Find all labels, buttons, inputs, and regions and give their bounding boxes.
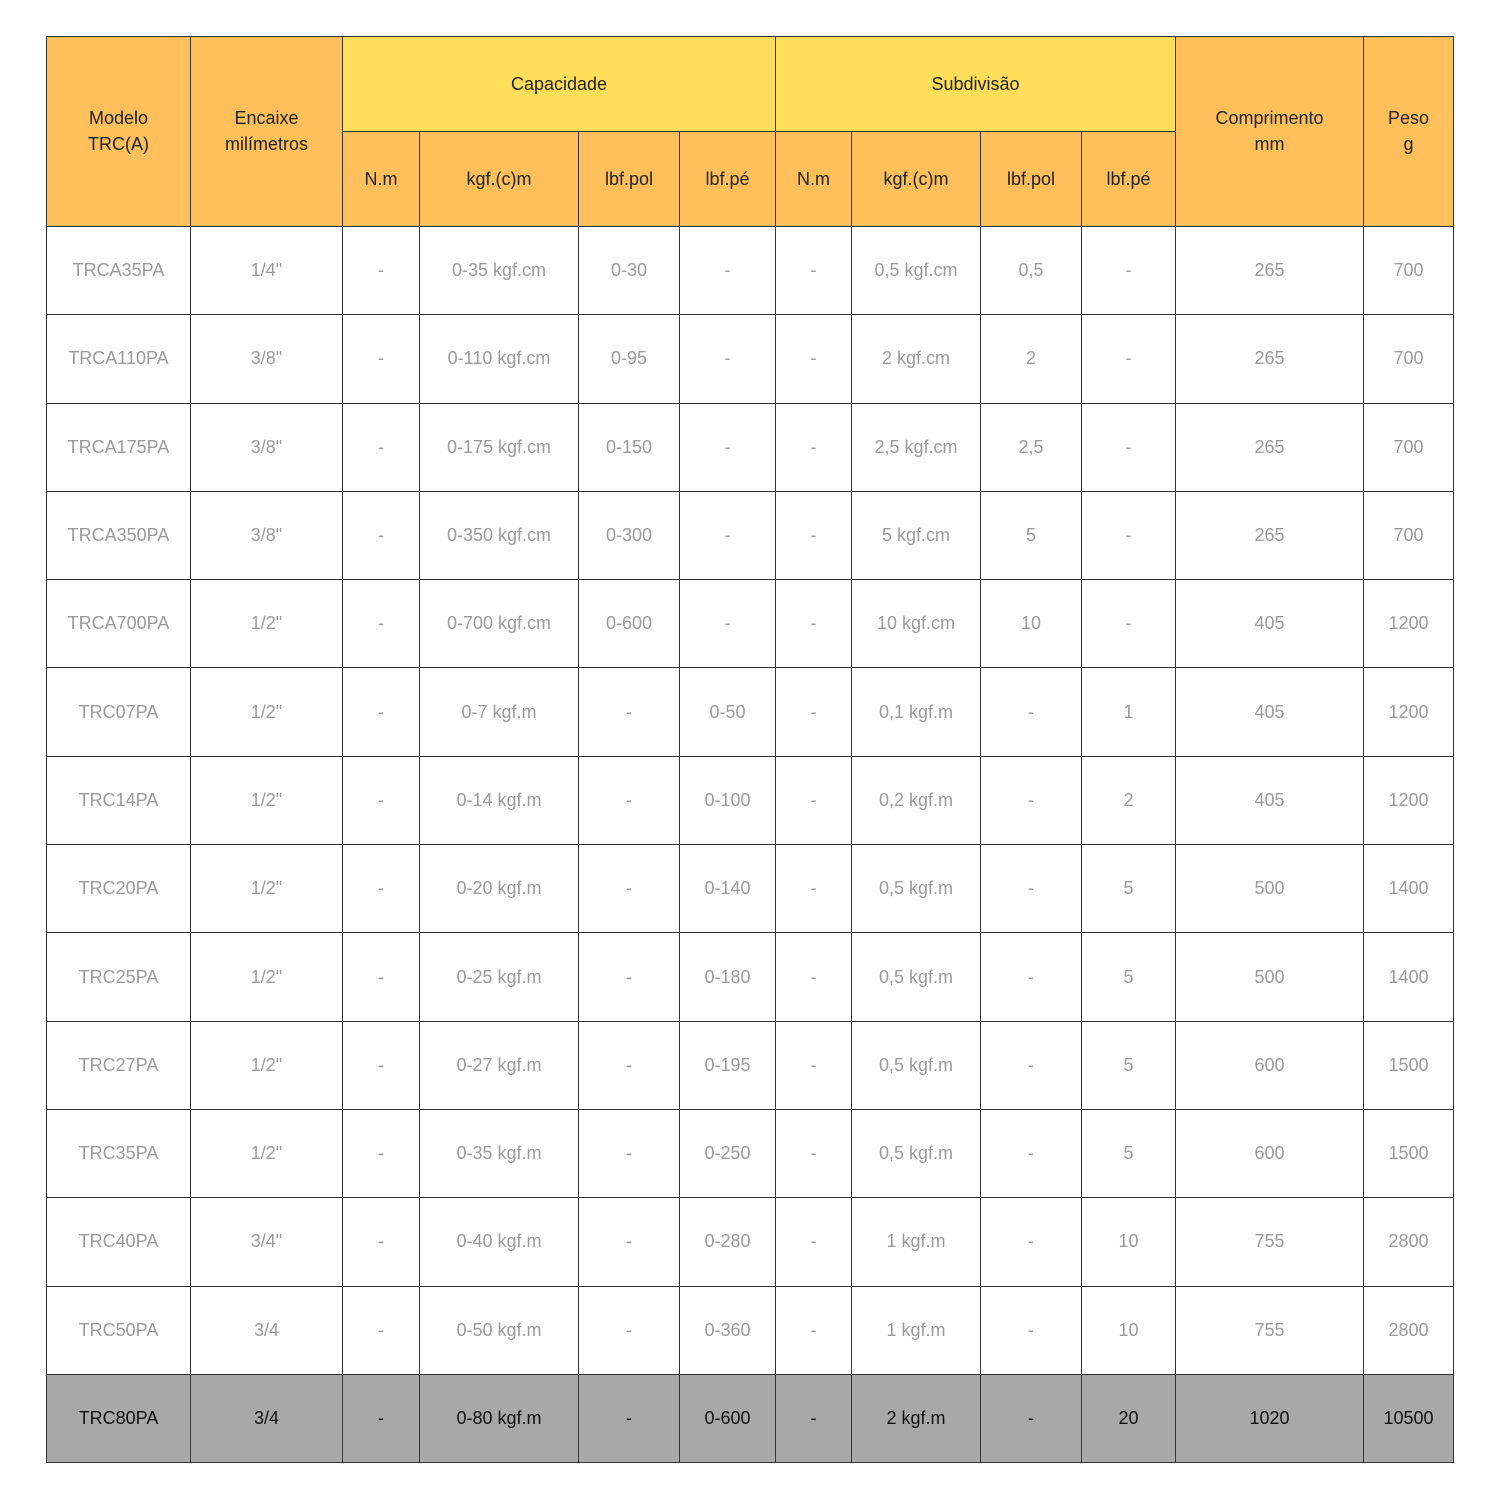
table-cell: 2,5 kgf.cm: [852, 403, 981, 491]
header-sub-unit: N.m: [776, 132, 852, 227]
table-cell: 2 kgf.cm: [852, 315, 981, 403]
table-cell: -: [981, 1198, 1082, 1286]
table-cell: TRC25PA: [47, 933, 191, 1021]
table-cell: 5: [1082, 1109, 1176, 1197]
table-cell: TRCA110PA: [47, 315, 191, 403]
header-modelo: Modelo TRC(A): [47, 37, 191, 227]
table-cell: 0-27 kgf.m: [420, 1021, 579, 1109]
table-cell: 1 kgf.m: [852, 1286, 981, 1374]
table-cell: 0-180: [680, 933, 776, 1021]
table-cell: 10: [1082, 1286, 1176, 1374]
table-cell: -: [776, 580, 852, 668]
table-cell: 500: [1176, 845, 1364, 933]
table-cell: 0,5 kgf.m: [852, 1021, 981, 1109]
table-row: [47, 491, 1454, 579]
header-sub-unit: lbf.pé: [1082, 132, 1176, 227]
table-cell: 2800: [1364, 1286, 1454, 1374]
table-cell: -: [1082, 491, 1176, 579]
table-cell: 0-110 kgf.cm: [420, 315, 579, 403]
table-cell: -: [680, 491, 776, 579]
table-cell: TRCA350PA: [47, 491, 191, 579]
table-cell: 1200: [1364, 756, 1454, 844]
table-row: [47, 580, 1454, 668]
table-cell: 0-700 kgf.cm: [420, 580, 579, 668]
table-cell: 5 kgf.cm: [852, 491, 981, 579]
table-row: [47, 933, 1454, 1021]
table-cell: -: [776, 1374, 852, 1462]
table-cell: 0-140: [680, 845, 776, 933]
table-cell: 2,5: [981, 403, 1082, 491]
table-cell: 5: [981, 491, 1082, 579]
table-cell: 3/4: [191, 1374, 343, 1462]
table-cell: 0-35 kgf.cm: [420, 227, 579, 315]
table-cell: -: [981, 668, 1082, 756]
table-cell: 10 kgf.cm: [852, 580, 981, 668]
table-cell: -: [579, 668, 680, 756]
table-cell: 1/2": [191, 845, 343, 933]
table-cell: -: [343, 756, 420, 844]
table-cell: 0-80 kgf.m: [420, 1374, 579, 1462]
table-cell: 700: [1364, 491, 1454, 579]
table-cell: 755: [1176, 1286, 1364, 1374]
table-row: [47, 845, 1454, 933]
table-cell: 0,5: [981, 227, 1082, 315]
table-cell: -: [343, 403, 420, 491]
table-row: [47, 315, 1454, 403]
table-cell: -: [680, 580, 776, 668]
table-cell: 1/2": [191, 756, 343, 844]
table-cell: 755: [1176, 1198, 1364, 1286]
table-cell: 700: [1364, 227, 1454, 315]
table-cell: 3/4": [191, 1198, 343, 1286]
table-cell: -: [776, 845, 852, 933]
table-cell: 0-30: [579, 227, 680, 315]
table-cell: TRC27PA: [47, 1021, 191, 1109]
table-cell: -: [776, 1198, 852, 1286]
table-cell: 700: [1364, 315, 1454, 403]
table-cell: 1020: [1176, 1374, 1364, 1462]
table-cell: 1500: [1364, 1109, 1454, 1197]
table-cell: -: [343, 1198, 420, 1286]
table-cell: -: [776, 668, 852, 756]
table-cell: -: [776, 756, 852, 844]
table-cell: -: [343, 227, 420, 315]
table-cell: -: [981, 1374, 1082, 1462]
table-cell: 0-300: [579, 491, 680, 579]
table-body: [47, 227, 1454, 1463]
table-cell: 0-600: [579, 580, 680, 668]
table-cell: 0-600: [680, 1374, 776, 1462]
table-cell: 700: [1364, 403, 1454, 491]
table-cell: 0,2 kgf.m: [852, 756, 981, 844]
table-cell: -: [981, 1109, 1082, 1197]
table-row: [47, 1198, 1454, 1286]
table-cell: 3/8": [191, 315, 343, 403]
table-cell: TRCA175PA: [47, 403, 191, 491]
table-cell: 0-150: [579, 403, 680, 491]
table-cell: 1/2": [191, 1109, 343, 1197]
table-cell: -: [776, 315, 852, 403]
table-cell: 1/2": [191, 933, 343, 1021]
header-subdivisao: Subdivisão: [776, 37, 1176, 132]
table-cell: -: [981, 1021, 1082, 1109]
torque-wrench-spec-table: [46, 36, 1454, 1463]
table-cell: 2: [1082, 756, 1176, 844]
table-cell: -: [579, 1374, 680, 1462]
table-cell: TRC20PA: [47, 845, 191, 933]
table-cell: 20: [1082, 1374, 1176, 1462]
table-cell: -: [680, 403, 776, 491]
table-cell: 1200: [1364, 580, 1454, 668]
table-cell: -: [981, 845, 1082, 933]
table-cell: 0-20 kgf.m: [420, 845, 579, 933]
header-cap-unit: N.m: [343, 132, 420, 227]
table-cell: -: [776, 1021, 852, 1109]
table-row: [47, 227, 1454, 315]
table-cell: -: [343, 315, 420, 403]
table-cell: 0-350 kgf.cm: [420, 491, 579, 579]
table-cell: 0-280: [680, 1198, 776, 1286]
table-cell: 1200: [1364, 668, 1454, 756]
table-cell: -: [776, 933, 852, 1021]
table-cell: 405: [1176, 756, 1364, 844]
table-cell: 1500: [1364, 1021, 1454, 1109]
table-cell: -: [579, 1198, 680, 1286]
table-cell: -: [343, 580, 420, 668]
table-cell: TRC40PA: [47, 1198, 191, 1286]
table-cell: 0-175 kgf.cm: [420, 403, 579, 491]
table-cell: -: [1082, 403, 1176, 491]
table-cell: -: [1082, 227, 1176, 315]
table-header: [47, 37, 1454, 227]
table-cell: 0-7 kgf.m: [420, 668, 579, 756]
table-row: [47, 403, 1454, 491]
table-row: [47, 1286, 1454, 1374]
table-cell: 5: [1082, 933, 1176, 1021]
table-cell: -: [579, 1286, 680, 1374]
header-cap-unit: lbf.pol: [579, 132, 680, 227]
table-cell: 5: [1082, 1021, 1176, 1109]
table-cell: -: [343, 491, 420, 579]
table-row: [47, 1374, 1454, 1462]
table-cell: -: [776, 227, 852, 315]
table-cell: 405: [1176, 668, 1364, 756]
table-cell: 265: [1176, 491, 1364, 579]
header-cap-unit: kgf.(c)m: [420, 132, 579, 227]
table-cell: TRC50PA: [47, 1286, 191, 1374]
table-cell: 1/2": [191, 580, 343, 668]
table-cell: 1400: [1364, 845, 1454, 933]
header-encaixe: Encaixe milímetros: [191, 37, 343, 227]
table-cell: 0,5 kgf.m: [852, 845, 981, 933]
header-sub-unit: kgf.(c)m: [852, 132, 981, 227]
table-cell: -: [343, 668, 420, 756]
table-row: [47, 1109, 1454, 1197]
table-row: [47, 756, 1454, 844]
table-cell: TRC14PA: [47, 756, 191, 844]
table-cell: 0,1 kgf.m: [852, 668, 981, 756]
table-cell: 10500: [1364, 1374, 1454, 1462]
table-cell: -: [680, 227, 776, 315]
table-cell: 1/2": [191, 1021, 343, 1109]
table-cell: -: [981, 756, 1082, 844]
table-cell: -: [1082, 315, 1176, 403]
table-cell: -: [343, 1109, 420, 1197]
table-row: [47, 1021, 1454, 1109]
table-cell: 0-40 kgf.m: [420, 1198, 579, 1286]
table-cell: -: [1082, 580, 1176, 668]
table-cell: 0-50: [680, 668, 776, 756]
table-cell: 0,5 kgf.m: [852, 1109, 981, 1197]
table-cell: 0-100: [680, 756, 776, 844]
table-cell: 10: [1082, 1198, 1176, 1286]
table-cell: -: [343, 1286, 420, 1374]
table-cell: TRC80PA: [47, 1374, 191, 1462]
header-row-groups: [47, 37, 1454, 132]
table-cell: 0-360: [680, 1286, 776, 1374]
table-cell: -: [343, 845, 420, 933]
table-cell: 0-195: [680, 1021, 776, 1109]
table-cell: 1 kgf.m: [852, 1198, 981, 1286]
header-sub-unit: lbf.pol: [981, 132, 1082, 227]
table-cell: 2800: [1364, 1198, 1454, 1286]
table-cell: -: [579, 756, 680, 844]
table-cell: -: [776, 403, 852, 491]
table-cell: 5: [1082, 845, 1176, 933]
table-cell: -: [776, 1286, 852, 1374]
table-cell: 265: [1176, 227, 1364, 315]
table-cell: 2: [981, 315, 1082, 403]
table-cell: 0-25 kgf.m: [420, 933, 579, 1021]
header-comprimento: Comprimento mm: [1176, 37, 1364, 227]
table-cell: 10: [981, 580, 1082, 668]
table-cell: TRCA35PA: [47, 227, 191, 315]
table-cell: -: [776, 491, 852, 579]
table-cell: -: [579, 845, 680, 933]
table-row: [47, 668, 1454, 756]
table-cell: -: [343, 1374, 420, 1462]
table-cell: 0-250: [680, 1109, 776, 1197]
table-cell: 600: [1176, 1109, 1364, 1197]
table-cell: -: [579, 1109, 680, 1197]
table-cell: 1/2": [191, 668, 343, 756]
table-cell: 0-50 kgf.m: [420, 1286, 579, 1374]
table-cell: 0-95: [579, 315, 680, 403]
table-cell: 3/8": [191, 403, 343, 491]
table-cell: TRCA700PA: [47, 580, 191, 668]
table-cell: 0,5 kgf.cm: [852, 227, 981, 315]
table-cell: -: [680, 315, 776, 403]
table-cell: 265: [1176, 315, 1364, 403]
table-cell: 3/8": [191, 491, 343, 579]
header-cap-unit: lbf.pé: [680, 132, 776, 227]
table-cell: TRC35PA: [47, 1109, 191, 1197]
table-cell: 0-35 kgf.m: [420, 1109, 579, 1197]
table-cell: -: [579, 1021, 680, 1109]
table-cell: 265: [1176, 403, 1364, 491]
table-cell: 3/4: [191, 1286, 343, 1374]
table-cell: 600: [1176, 1021, 1364, 1109]
table-cell: -: [981, 933, 1082, 1021]
table-cell: 405: [1176, 580, 1364, 668]
table-cell: 0-14 kgf.m: [420, 756, 579, 844]
table-cell: -: [343, 1021, 420, 1109]
table-cell: -: [776, 1109, 852, 1197]
table-cell: 2 kgf.m: [852, 1374, 981, 1462]
table-cell: 1/4": [191, 227, 343, 315]
table-cell: 1: [1082, 668, 1176, 756]
header-capacidade: Capacidade: [343, 37, 776, 132]
table-cell: 500: [1176, 933, 1364, 1021]
table-cell: -: [343, 933, 420, 1021]
table-cell: 0,5 kgf.m: [852, 933, 981, 1021]
header-peso: Peso g: [1364, 37, 1454, 227]
table-cell: -: [981, 1286, 1082, 1374]
table-cell: 1400: [1364, 933, 1454, 1021]
table-cell: TRC07PA: [47, 668, 191, 756]
table-cell: -: [579, 933, 680, 1021]
